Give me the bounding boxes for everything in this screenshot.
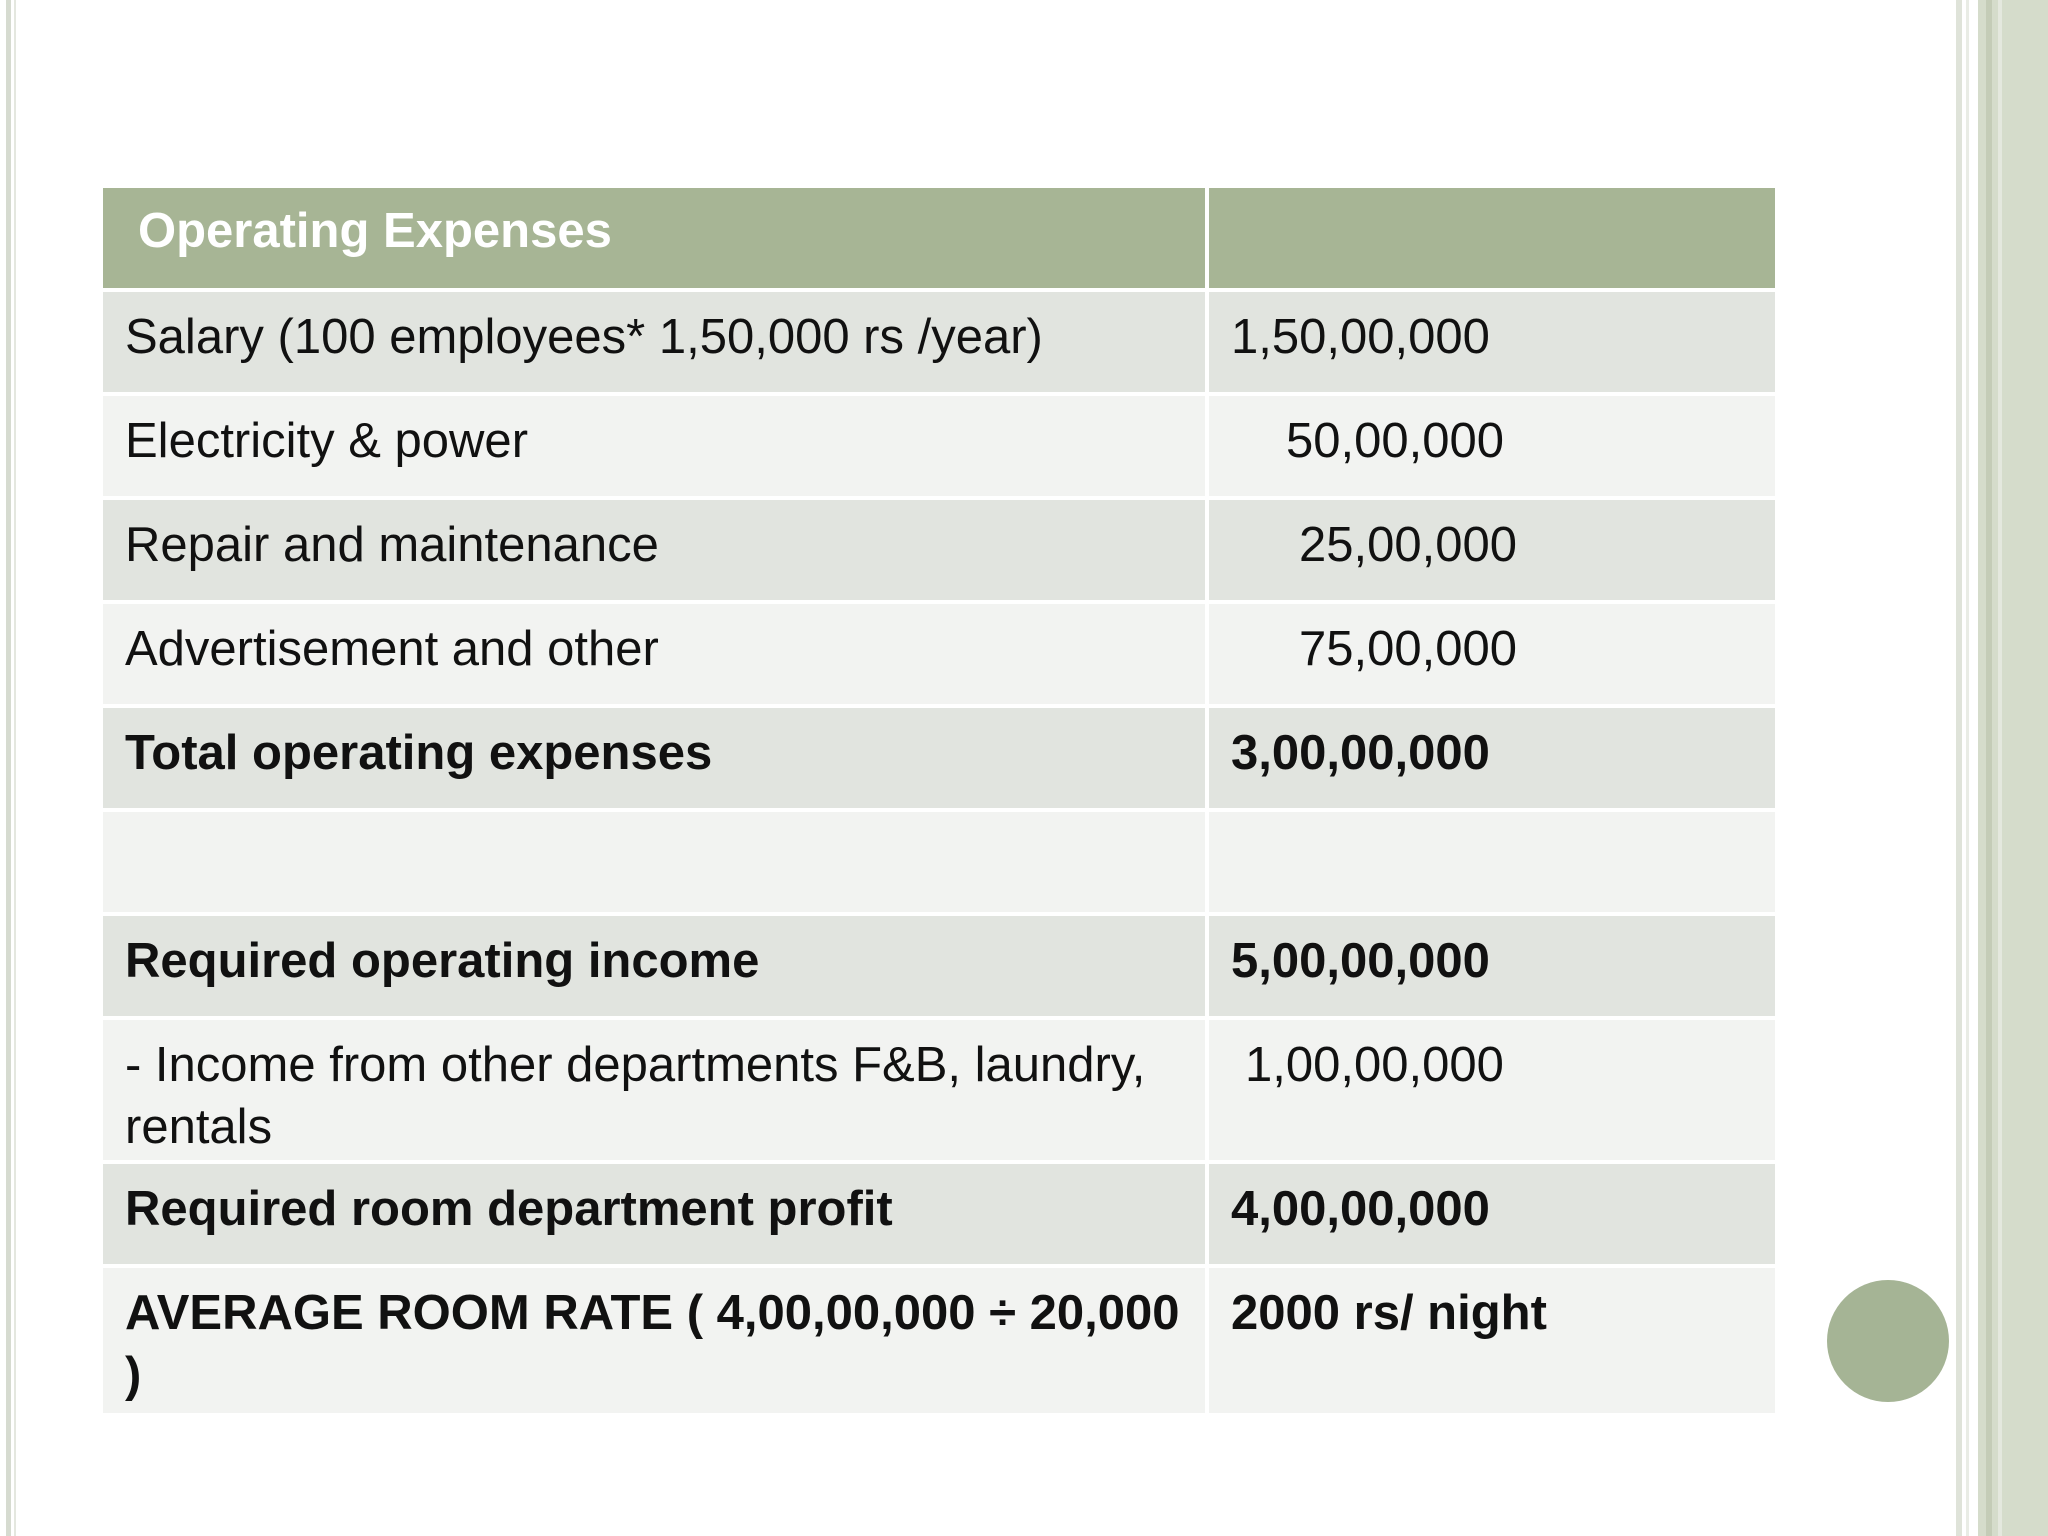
row-value: 3,00,00,000 [1209,708,1775,808]
table-row-average-room-rate [103,1268,1775,1417]
right-border-stripe [1986,0,1992,1536]
row-value: 50,00,000 [1209,396,1775,496]
table-row-advertisement [103,604,1775,708]
header-label: Operating Expenses [103,188,1209,288]
row-value: 1,50,00,000 [1209,292,1775,392]
left-border-line [6,0,11,1536]
right-border-line-inner [1966,0,1969,1536]
table-row-empty [103,812,1775,916]
row-value: 75,00,000 [1209,604,1775,704]
left-border-line-inner [14,0,16,1536]
table-row-other-income [103,1020,1775,1164]
row-label: AVERAGE ROOM RATE ( 4,00,00,000 ÷ 20,000 ) [103,1268,1209,1413]
row-label: Required room department profit [103,1164,1209,1264]
row-value: 2000 rs/ night [1209,1268,1775,1413]
right-border-stripe-light [1998,0,2002,1536]
decorative-circle [1827,1280,1949,1402]
row-value: 25,00,000 [1209,500,1775,600]
table-row-repair [103,500,1775,604]
table-row-electricity [103,396,1775,500]
row-label: Electricity & power [103,396,1209,496]
operating-expenses-table [103,188,1775,1417]
row-label: Advertisement and other [103,604,1209,704]
table-row-required-income [103,916,1775,1020]
row-value [1209,812,1775,912]
table-row-room-profit [103,1164,1775,1268]
row-label: Total operating expenses [103,708,1209,808]
table-header-row [103,188,1775,292]
table-row-total-operating [103,708,1775,812]
row-label: Salary (100 employees* 1,50,000 rs /year) [103,292,1209,392]
row-label: - Income from other departments F&B, laundry, rentals [103,1020,1209,1160]
header-value [1209,188,1775,288]
row-value: 1,00,00,000 [1209,1020,1775,1160]
row-label: Repair and maintenance [103,500,1209,600]
right-border-line [1956,0,1962,1536]
row-label [103,812,1209,912]
row-value: 4,00,00,000 [1209,1164,1775,1264]
row-value: 5,00,00,000 [1209,916,1775,1016]
table-row-salary [103,292,1775,396]
row-label: Required operating income [103,916,1209,1016]
